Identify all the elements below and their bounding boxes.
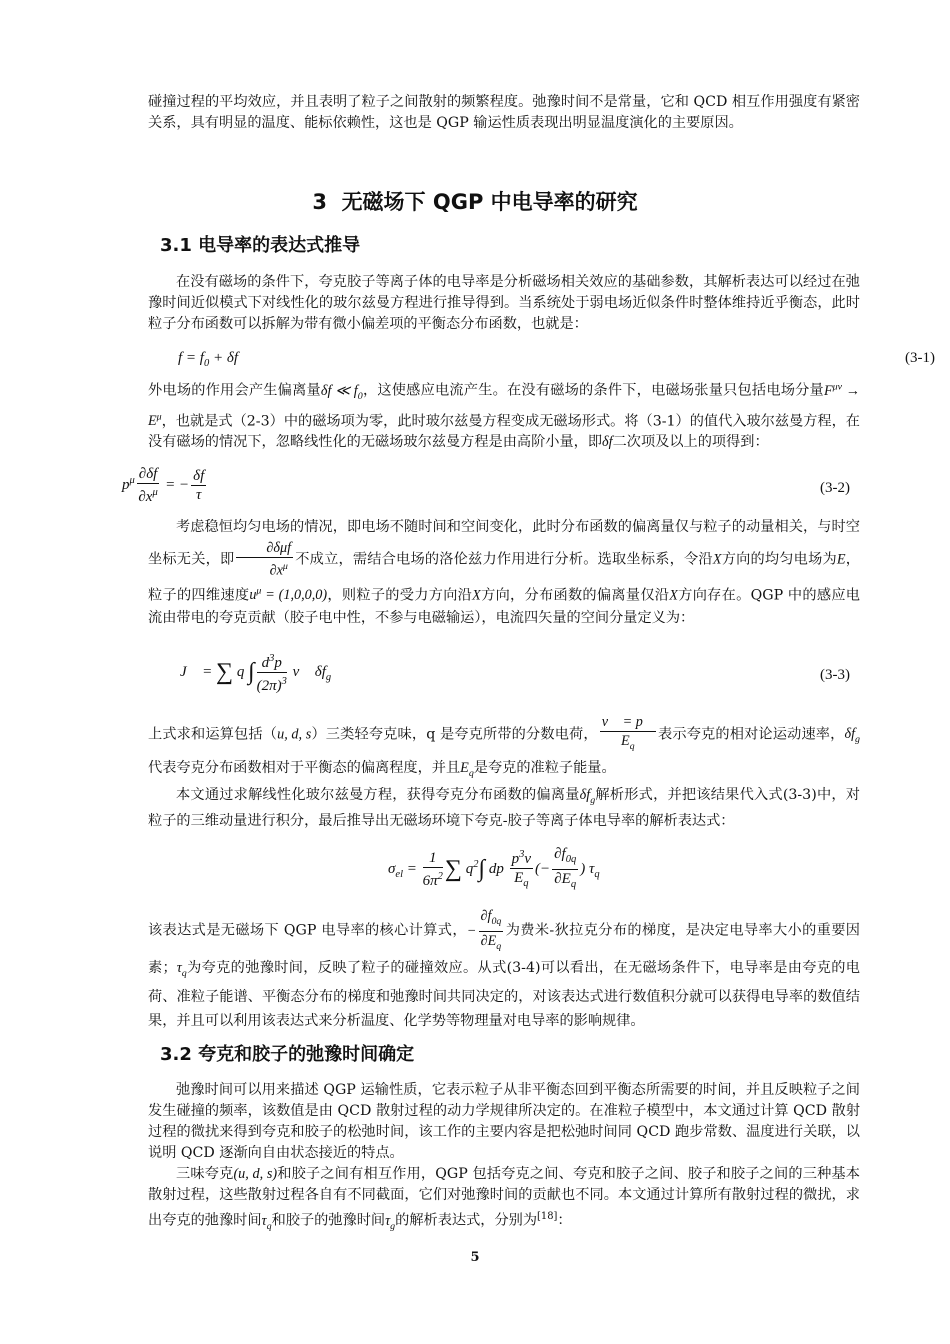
section-3-1-para-5 [148, 785, 860, 832]
section-3-2-heading: 3.2 夸克和胶子的弛豫时间确定 [160, 1044, 415, 1065]
math-inline: u, d, s [277, 726, 312, 743]
section-title: 无磁场下 QGP 中电导率的研究 [341, 190, 638, 214]
math-inline: (u, d, s) [233, 1166, 278, 1182]
text-run: 方向存在。QGP 中的感应电流由带电的夸克贡献（胶子电中性，不参与电磁输运），电流四矢量的空间分量定义为： [148, 587, 860, 627]
equation-3-2: $p^\mu$ $\frac{\partial\delta f}{\partial x^\mu}$ = − $\frac{\delta f}{\tau}$ [122, 466, 205, 505]
math-inline: X [712, 551, 722, 568]
section-3-1-heading: 3.1 电导率的表达式推导 [160, 235, 361, 256]
text-run: ，这使感应电流产生。在没有磁场的条件下，电磁场张量只包括电场分量 [362, 382, 824, 399]
equation-3-1: $f = f_0 + \delta f$ [178, 350, 238, 369]
text-run: 方向的均匀电场为 [721, 551, 837, 568]
section-3-1-para-2 [148, 376, 860, 453]
text-run: 本文通过求解线性化玻尔兹曼方程，获得夸克分布函数的偏离量 [176, 787, 580, 803]
math-inline: X [669, 587, 678, 604]
math-inline: $\delta f_g$ [844, 726, 860, 746]
equation-3-3-number: (3-3) [820, 667, 850, 683]
text-run: 为夸克的弛豫时间，反映了粒子的碰撞效应。从式(3-4)可以看出，在无磁场条件下，电导率是由夸克的电荷、准粒子能谱、平衡态分布的梯度和弛豫时间共同决定的，对该表达式进行数值积分就可以获得电导率的数值结果，并且可以利用该表达式来分析温度、化学势等物理量对电导率的影响规律。 [148, 959, 860, 1030]
section-3-heading [0, 186, 950, 216]
text-run: 和胶子的弛豫时间 [271, 1212, 386, 1229]
section-3-1-para-6 [148, 907, 860, 1033]
text-run: ）三类轻夸克味，q 是夸克所带的分数电荷， [311, 726, 598, 743]
equation-3-3: J⃗ = ∑ q ∫ $\frac{d^3p}{(2\pi)^3}$ v⃗ $\delta f_g$ [180, 650, 331, 695]
equation-3-1-number: (3-1) [905, 350, 935, 366]
math-inline: − $\frac{\partial f_{0q}}{\partial E_q}$ [466, 908, 502, 952]
text-run: 不成立，需结合电场的洛伦兹力作用进行分析。选取坐标系，令沿 [295, 551, 713, 568]
text-run: 二次项及以上的项得到： [612, 434, 769, 451]
section-3-1-para-4 [148, 713, 860, 786]
equation-3-2-number: (3-2) [820, 480, 850, 496]
math-inline: $E_q$ [460, 759, 474, 779]
math-inline: $\tau_q$ [261, 1212, 272, 1232]
text-run: ，也就是式（2-3）中的磁场项为零，此时玻尔兹曼方程变成无磁场形式。将（3-1）的值代入玻尔兹曼方程，在没有磁场的情况下，忽略线性化的无磁场玻尔兹曼方程是由高阶小量，即 [148, 413, 860, 451]
math-inline: $u^\mu = (1,0,0,0)$ [249, 585, 328, 604]
text-run: ，粒子的四维速度 [148, 551, 860, 604]
text-run: 代表夸克分布函数相对于平衡态的偏离程度，并且 [148, 759, 461, 776]
math-inline: $\tau_q$ [176, 959, 187, 979]
text-run: 三味夸克 [176, 1166, 234, 1182]
citation-ref: [18] [537, 1211, 558, 1222]
math-inline: $\frac{\text{∂δμf}}{\partial x^\mu}$ [236, 539, 293, 580]
section-3-2-para-1: 弛豫时间可以用来描述 QGP 运输性质，它表示粒子从非平衡态回到平衡态所需要的时间，并且反映粒子之间发生碰撞的频率，该数值是由 QCD 散射过程的动力学规律所决定的。在准粒子模型中，本文通过计算 QCD 散射过程的微扰来得到夸克和胶子的松弛时间，该工作的主要内容是把松弛时间同 QCD 跑步常数、温度进行关联，以说明 QCD 逐渐向自由状态接近的特点。 [148, 1082, 861, 1161]
math-inline: $\delta f_g$ [579, 787, 596, 806]
text-run: 上式求和运算包括（ [148, 726, 278, 743]
section-3-1-para-1: 在没有磁场的条件下，夸克胶子等离子体的电导率是分析磁场相关效应的基础参数，其解析表达可以经过在弛豫时间近似模式下对线性化的玻尔兹曼方程进行推导得到。当系统处于弱电场近似条件时整体维持近乎衡态，此时粒子分布函数可以拆解为带有微小偏差项的平衡态分布函数，也就是： [148, 274, 860, 332]
text-run: ，则粒子的受力方向沿 [327, 587, 473, 604]
page-number: 5 [470, 1250, 480, 1265]
section-3-2-para-2 [148, 1164, 860, 1237]
text-run: 是夸克的准粒子能量。 [473, 759, 616, 776]
text-run: 解析形式，并把该结果代入式(3-3)中，对粒子的三维动量进行积分，最后推导出无磁场环境下夸克-胶子等离子体电导率的解析表达式： [148, 787, 860, 829]
math-inline: E [836, 551, 846, 568]
text-run: 该表达式是无磁场下 QGP 电导率的核心计算式， [148, 922, 467, 939]
math-inline: $\tau_g$ [385, 1212, 396, 1232]
text-run: 考虑稳恒均匀电场的情况，即电场不随时间和空间变化，此时分布函数的偏离量仅与粒子的动量相关，与时空坐标无关，即 [148, 519, 860, 568]
intro-paragraph: 碰撞过程的平均效应，并且表明了粒子之间散射的频繁程度。弛豫时间不是常量，它和 QCD 相互作用强度有紧密关系，具有明显的温度、能标依赖性，这也是 QGP 输运性质表现出明显温度演化的主要原因。 [148, 94, 860, 131]
math-inline: $\frac{v⃗ = p⃗}{E_q}$ [601, 714, 654, 752]
section-3-1-para-3 [148, 516, 860, 630]
equation-3-4: $\sigma_{el}$ = $\frac{1}{6\pi^2}$ ∑ $q^2\int$ dp $\frac{p^3v}{E_q}$ (− $\frac{\partial f_{0q}}{\partial E_q}$ ) $\tau_q$ [388, 846, 600, 890]
text-run: 方向，分布函数的偏离量仅沿 [480, 587, 670, 604]
math-inline: δf ≪ $f_0$ [320, 382, 363, 402]
math-inline: δf [602, 434, 613, 451]
text-run: 为费米-狄拉克分布的梯度，是决定电导率大小的重要因素； [148, 922, 860, 976]
section-number: 3 [312, 190, 327, 214]
text-run: 表示夸克的相对论运动速率， [657, 726, 845, 743]
math-inline: $F^{\mu\nu} \to E^\mu$ [148, 381, 860, 430]
text-run: 的解析表达式，分别为 [395, 1212, 538, 1229]
text-run: 和胶子之间有相互作用，QGP 包括夸克之间、夸克和胶子之间、胶子和胶子之间的三种基本散射过程，这些散射过程各自有不同截面，它们对弛豫时间的贡献也不同。本文通过计算所有散射过程的微扰，求出夸克的弛豫时间 [148, 1166, 860, 1229]
text-run: 外电场的作用会产生偏离量 [148, 382, 321, 399]
math-inline: X [472, 587, 481, 604]
text-run: ： [557, 1212, 572, 1229]
